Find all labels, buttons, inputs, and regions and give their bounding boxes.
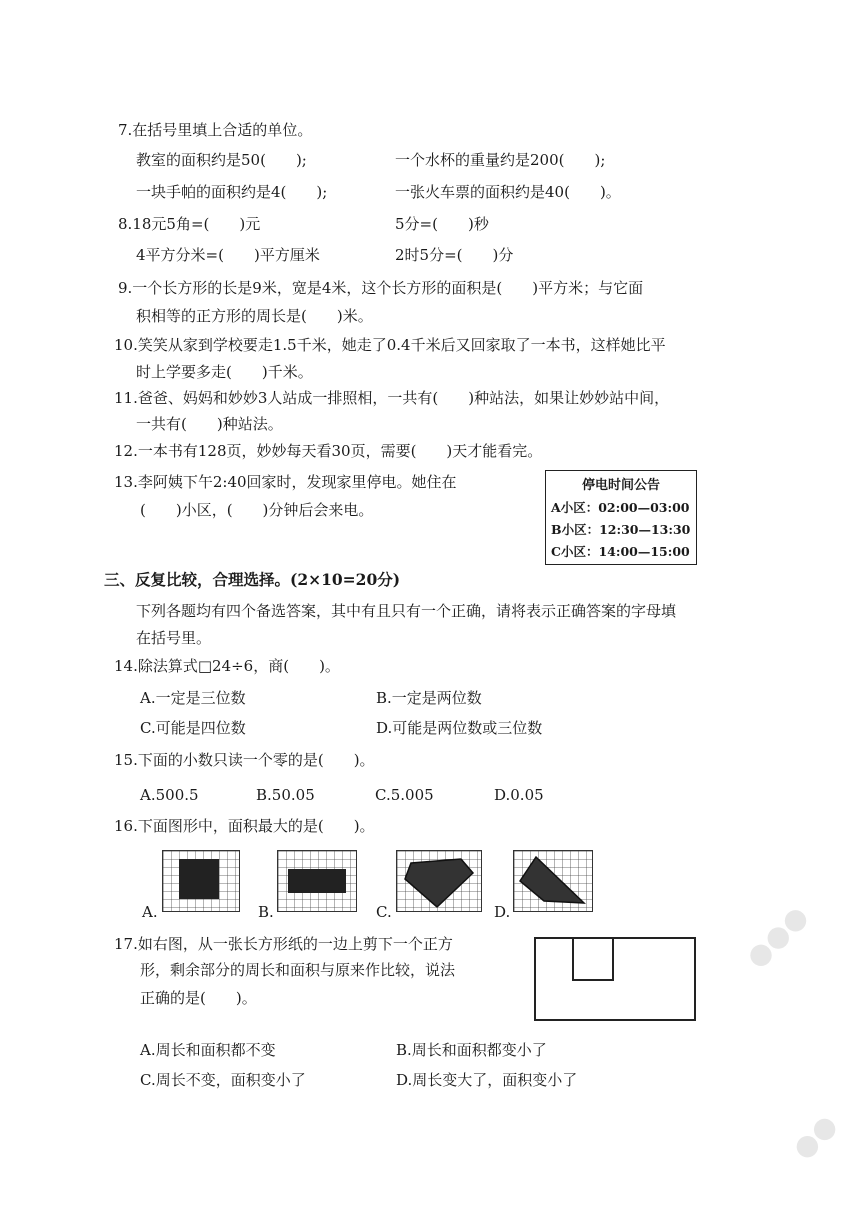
q8-c: 4平方分米=( )平方厘米 (136, 246, 320, 264)
watermark: ●● (785, 1107, 844, 1166)
q8-a: 8.18元5角=( )元 (118, 215, 261, 233)
q14-option-b: B.一定是两位数 (376, 689, 482, 707)
q14-option-d: D.可能是两位数或三位数 (376, 719, 543, 737)
q15-stem: 15.下面的小数只读一个零的是( )。 (114, 751, 375, 769)
q9-line2: 积相等的正方形的周长是( )米。 (136, 307, 373, 325)
section-intro-2: 在括号里。 (136, 629, 212, 647)
q14-stem: 14.除法算式□24÷6，商( )。 (114, 657, 340, 675)
q15-option-b: B.50.05 (256, 786, 315, 804)
q15-option-c: C.5.005 (375, 786, 434, 804)
watermark: ●●● (739, 898, 815, 975)
section-intro-1: 下列各题均有四个备选答案，其中有且只有一个正确，请将表示正确答案的字母填 (136, 602, 677, 620)
q10-line2: 时上学要多走( )千米。 (136, 363, 313, 381)
grid-figure-c (396, 850, 482, 912)
q11-line2: 一共有( )种站法。 (136, 415, 283, 433)
q14-option-c: C.可能是四位数 (140, 719, 246, 737)
notice-row: B小区：12:30—13:30 (551, 522, 691, 537)
q16-option-d: D. (494, 903, 511, 921)
q7-c: 一块手帕的面积约是4( ); (136, 183, 328, 201)
grid-figure-d (513, 850, 593, 912)
q17-option-b: B.周长和面积都变小了 (396, 1041, 547, 1059)
q7-a: 教室的面积约是50( ); (136, 151, 307, 169)
notice-row: C小区：14:00—15:00 (551, 544, 690, 559)
power-outage-notice (545, 470, 697, 565)
q14-option-a: A.一定是三位数 (140, 689, 246, 707)
section-title: 三、反复比较，合理选择。(2×10=20分) (104, 570, 401, 589)
q17-line1: 17.如右图，从一张长方形纸的一边上剪下一个正方 (114, 935, 453, 953)
q16-option-c: C. (376, 903, 392, 921)
q9-line1: 9.一个长方形的长是9米，宽是4米，这个长方形的面积是( )平方米；与它面 (118, 279, 644, 297)
q17-line2: 形，剩余部分的周长和面积与原来作比较，说法 (140, 961, 456, 979)
q13-line1: 13.李阿姨下午2:40回家时，发现家里停电。她住在 (114, 473, 457, 491)
q16-stem: 16.下面图形中，面积最大的是( )。 (114, 817, 375, 835)
q8-d: 2时5分=( )分 (395, 246, 514, 264)
q8-b: 5分=( )秒 (395, 215, 489, 233)
cut-rectangle-figure (533, 934, 699, 1024)
q17-option-a: A.周长和面积都不变 (140, 1041, 276, 1059)
q16-option-b: B. (258, 903, 274, 921)
q17-line3: 正确的是( )。 (140, 989, 257, 1007)
q13-line2: ( )小区，( )分钟后会来电。 (140, 501, 374, 519)
q17-option-c: C.周长不变，面积变小了 (140, 1071, 306, 1089)
notice-title: 停电时间公告 (581, 478, 660, 493)
grid-figure-b (277, 850, 357, 912)
q15-option-a: A.500.5 (140, 786, 199, 804)
q12: 12.一本书有128页，妙妙每天看30页，需要( )天才能看完。 (114, 442, 543, 460)
q7-b: 一个水杯的重量约是200( ); (395, 151, 606, 169)
q7-d: 一张火车票的面积约是40( )。 (395, 183, 621, 201)
q7-title: 7.在括号里填上合适的单位。 (118, 121, 313, 139)
q10-line1: 10.笑笑从家到学校要走1.5千米，她走了0.4千米后又回家取了一本书，这样她比平 (114, 336, 666, 354)
q11-line1: 11.爸爸、妈妈和妙妙3人站成一排照相，一共有( )种站法，如果让妙妙站中间， (114, 389, 670, 407)
grid-figure-a (162, 850, 240, 912)
q16-option-a: A. (142, 903, 158, 921)
notice-row: A小区：02:00—03:00 (551, 500, 690, 515)
q15-option-d: D.0.05 (494, 786, 544, 804)
q17-option-d: D.周长变大了，面积变小了 (396, 1071, 578, 1089)
